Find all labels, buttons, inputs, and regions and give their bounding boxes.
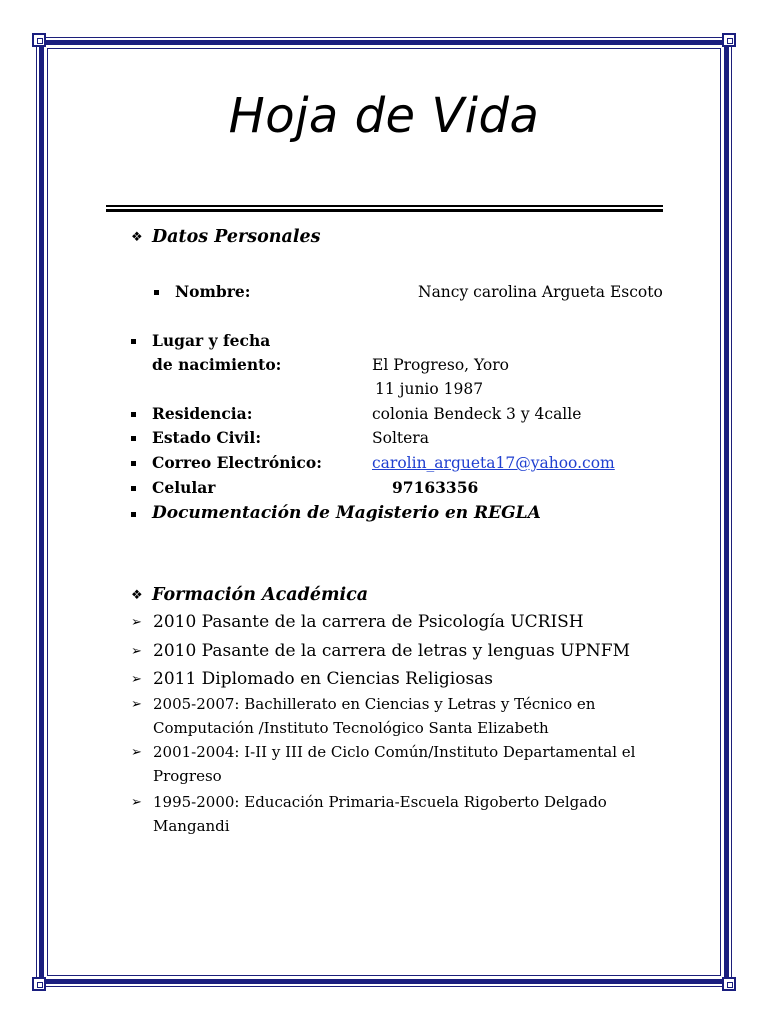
formacion-item: 2011 Diplomado en Ciencias Religiosas — [153, 669, 494, 689]
arrowhead-icon: ➢ — [131, 644, 142, 659]
formacion-item-continuation: Mangandi — [153, 817, 230, 835]
residencia-label: Residencia: — [152, 404, 253, 423]
title-divider-bottom — [106, 209, 663, 212]
square-bullet-icon — [131, 436, 136, 441]
square-bullet-icon — [154, 290, 159, 295]
nombre-value: Nancy carolina Argueta Escoto — [418, 283, 663, 301]
arrowhead-icon: ➢ — [131, 672, 142, 687]
border-corner-ornament-icon — [722, 33, 736, 47]
celular-value: 97163356 — [392, 478, 479, 497]
formacion-item: 2005-2007: Bachillerato en Ciencias y Letras y Técnico en — [153, 695, 596, 713]
diamond-flower-icon: ❖ — [131, 588, 143, 603]
fecha-nacimiento-value: 11 junio 1987 — [375, 380, 484, 398]
formacion-item-continuation: Progreso — [153, 767, 222, 785]
title-divider-top — [106, 205, 663, 207]
square-bullet-icon — [131, 339, 136, 344]
arrowhead-icon: ➢ — [131, 697, 142, 712]
section-heading-datos-personales: Datos Personales — [152, 227, 321, 247]
document-title: Hoja de Vida — [228, 88, 540, 144]
documentacion-item: Documentación de Magisterio en REGLA — [152, 503, 541, 523]
lugar-nacimiento-value: El Progreso, Yoro — [372, 356, 509, 374]
correo-link[interactable]: carolin_argueta17@yahoo.com — [372, 454, 615, 472]
arrowhead-icon: ➢ — [131, 745, 142, 760]
border-corner-ornament-icon — [32, 33, 46, 47]
formacion-item: 1995-2000: Educación Primaria-Escuela Rigoberto Delgado — [153, 793, 607, 811]
arrowhead-icon: ➢ — [131, 615, 142, 630]
formacion-item-continuation: Computación /Instituto Tecnológico Santa Elizabeth — [153, 719, 549, 737]
formacion-item: 2001-2004: I-II y III de Ciclo Común/Instituto Departamental el — [153, 743, 636, 761]
arrowhead-icon: ➢ — [131, 795, 142, 810]
border-corner-ornament-icon — [32, 977, 46, 991]
residencia-value: colonia Bendeck 3 y 4calle — [372, 405, 582, 423]
correo-label: Correo Electrónico: — [152, 453, 322, 472]
section-heading-formacion: Formación Académica — [152, 585, 369, 605]
estado-civil-label: Estado Civil: — [152, 428, 262, 447]
celular-label: Celular — [152, 478, 216, 497]
formacion-item: 2010 Pasante de la carrera de letras y lenguas UPNFM — [153, 641, 630, 661]
square-bullet-icon — [131, 512, 136, 517]
square-bullet-icon — [131, 486, 136, 491]
formacion-item: 2010 Pasante de la carrera de Psicología UCRISH — [153, 612, 584, 632]
diamond-flower-icon: ❖ — [131, 230, 143, 245]
nombre-label: Nombre: — [175, 282, 251, 301]
border-corner-ornament-icon — [722, 977, 736, 991]
nacimiento-label: de nacimiento: — [152, 355, 282, 374]
estado-civil-value: Soltera — [372, 429, 429, 447]
square-bullet-icon — [131, 412, 136, 417]
lugar-fecha-label: Lugar y fecha — [152, 331, 271, 350]
square-bullet-icon — [131, 461, 136, 466]
